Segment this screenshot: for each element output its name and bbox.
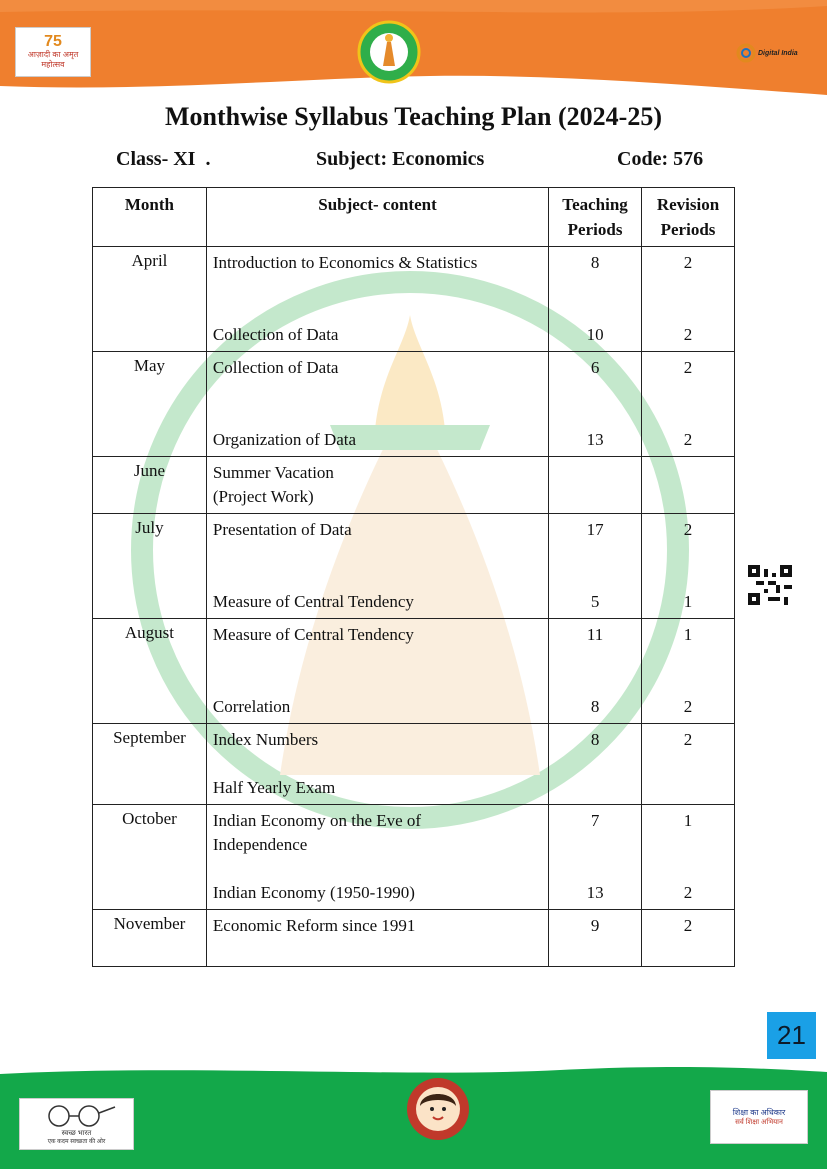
revision-periods-cell-line: 2: [683, 916, 693, 935]
table-row: [93, 724, 735, 805]
revision-periods-cell: [642, 514, 735, 619]
revision-periods-cell-line: [648, 275, 728, 299]
subject-content-cell: [206, 619, 548, 724]
sarva-shiksha-abhiyan-logo: शिक्षा का अधिकार सर्व शिक्षा अभियान: [710, 1090, 808, 1144]
teaching-periods-cell: [549, 514, 642, 619]
column-header-subject-content: Subject- content: [206, 188, 548, 247]
teaching-periods-cell-line: 13: [586, 883, 604, 902]
subject-content-cell-line: Correlation: [212, 697, 291, 716]
teaching-periods-cell-line: 5: [590, 592, 600, 611]
teaching-periods-cell-line: 13: [586, 430, 604, 449]
revision-periods-cell-line: [648, 299, 728, 323]
subject-content-cell: [206, 352, 548, 457]
subject-label: Subject: Economics: [316, 148, 485, 170]
subject-content-cell: [206, 724, 548, 805]
column-header-teaching-periods: Teaching Periods: [549, 188, 642, 247]
revision-periods-cell-line: 2: [683, 520, 693, 539]
table-row: [93, 352, 735, 457]
revision-periods-cell-line: 2: [683, 430, 693, 449]
teaching-periods-cell-line: [555, 833, 635, 857]
revision-periods-cell-line: 2: [683, 253, 693, 272]
month-cell: May: [93, 352, 207, 457]
revision-periods-cell-line: 2: [683, 325, 693, 344]
subject-content-cell-line: Presentation of Data: [212, 520, 352, 539]
table-row: [93, 247, 735, 352]
teaching-periods-cell-line: [555, 566, 635, 590]
column-header-month: Month: [93, 188, 207, 247]
table-row: [93, 457, 735, 514]
subject-content-cell-line: Summer Vacation: [212, 463, 334, 482]
subject-content-cell-line: Collection of Data: [212, 325, 339, 344]
subject-content-cell-line: Half Yearly Exam: [212, 778, 336, 797]
subject-content-cell: [206, 805, 548, 910]
swachh-bharat-logo: स्वच्छ भारत एक कदम स्वच्छता की ओर: [19, 1098, 134, 1150]
column-header-revision-periods: Revision Periods: [642, 188, 735, 247]
month-cell: November: [93, 910, 207, 967]
revision-periods-cell-line: [648, 461, 728, 485]
spectacles-icon: [37, 1103, 117, 1129]
revision-periods-cell: [642, 457, 735, 514]
teaching-periods-cell-line: 7: [590, 811, 600, 830]
subject-content-cell-line: Indian Economy (1950-1990): [212, 883, 415, 902]
teaching-periods-cell-line: [555, 380, 635, 404]
subject-content-cell-line: [213, 752, 542, 776]
teaching-periods-cell-line: 6: [590, 358, 600, 377]
revision-periods-cell: [642, 910, 735, 967]
subject-content-cell-line: [213, 404, 542, 428]
teaching-periods-cell: [549, 247, 642, 352]
digital-india-logo: Digital India: [736, 39, 798, 67]
page-number-badge: 21: [767, 1012, 816, 1059]
qr-code: [748, 565, 792, 605]
teaching-periods-cell: [549, 619, 642, 724]
teaching-periods-cell: [549, 457, 642, 514]
revision-periods-cell-line: [648, 380, 728, 404]
subject-content-cell-line: Economic Reform since 1991: [212, 916, 416, 935]
page-title: Monthwise Syllabus Teaching Plan (2024-25): [165, 102, 662, 131]
teaching-periods-cell-line: 10: [586, 325, 604, 344]
month-cell: September: [93, 724, 207, 805]
revision-periods-cell-line: 1: [683, 811, 693, 830]
subject-content-cell-line: [213, 647, 542, 671]
azadi-ka-amrit-mahotsav-logo: 75 आज़ादी का अमृत महोत्सव: [15, 27, 91, 77]
subject-content-cell-line: [213, 275, 542, 299]
code-label: Code: 576: [617, 148, 704, 170]
revision-periods-cell-line: 1: [683, 592, 693, 611]
revision-periods-cell: [642, 619, 735, 724]
revision-periods-cell-line: 2: [683, 358, 693, 377]
revision-periods-cell-line: 1: [683, 625, 693, 644]
revision-periods-cell-line: [648, 857, 728, 881]
table-row: [93, 910, 735, 967]
table-row: [93, 619, 735, 724]
teaching-periods-cell-line: [555, 647, 635, 671]
subject-content-cell-line: Measure of Central Tendency: [212, 592, 414, 611]
revision-periods-cell: [642, 805, 735, 910]
subject-content-cell-line: [213, 671, 542, 695]
teaching-periods-cell-line: [555, 671, 635, 695]
month-cell: October: [93, 805, 207, 910]
teaching-periods-cell: [549, 910, 642, 967]
revision-periods-cell-line: 2: [683, 883, 693, 902]
board-emblem: [357, 20, 421, 84]
teaching-periods-cell: [549, 724, 642, 805]
subject-content-cell: [206, 514, 548, 619]
teaching-periods-cell-line: [555, 857, 635, 881]
subject-content-cell-line: Introduction to Economics & Statistics: [212, 253, 478, 272]
revision-periods-cell-line: [648, 542, 728, 566]
teaching-periods-cell: [549, 352, 642, 457]
teaching-periods-cell-line: [555, 404, 635, 428]
teaching-periods-cell-line: 17: [586, 520, 604, 539]
subject-content-cell-line: [213, 566, 542, 590]
revision-periods-cell: [642, 247, 735, 352]
month-cell: August: [93, 619, 207, 724]
subject-content-cell-line: [213, 542, 542, 566]
subject-content-cell-line: Independence: [212, 835, 308, 854]
class-label: Class- XI .: [116, 148, 211, 170]
subject-content-cell-line: Index Numbers: [212, 730, 319, 749]
teaching-periods-cell-line: [555, 275, 635, 299]
revision-periods-cell-line: [648, 671, 728, 695]
teaching-periods-cell-line: 9: [590, 916, 600, 935]
teaching-periods-cell-line: 8: [590, 253, 600, 272]
beti-bachao-logo: [405, 1076, 471, 1142]
teaching-periods-cell-line: 8: [590, 730, 600, 749]
subject-content-cell: [206, 457, 548, 514]
revision-periods-cell-line: [648, 566, 728, 590]
table-row: [93, 805, 735, 910]
subject-content-cell-line: Organization of Data: [212, 430, 357, 449]
syllabus-table: [92, 187, 735, 967]
subject-content-cell-line: [213, 857, 542, 881]
revision-periods-cell-line: 2: [683, 697, 693, 716]
subject-content-cell-line: (Project Work): [212, 487, 314, 506]
subject-content-cell-line: Indian Economy on the Eve of: [212, 811, 422, 830]
subject-content-cell-line: [213, 299, 542, 323]
month-cell: April: [93, 247, 207, 352]
revision-periods-cell: [642, 724, 735, 805]
subject-content-cell-line: [213, 938, 542, 962]
subject-content-cell-line: Collection of Data: [212, 358, 339, 377]
teaching-periods-cell-line: [555, 299, 635, 323]
teaching-periods-cell: [549, 805, 642, 910]
teaching-periods-cell-line: [555, 542, 635, 566]
teaching-periods-cell-line: [555, 461, 635, 485]
month-cell: July: [93, 514, 207, 619]
table-row: [93, 514, 735, 619]
revision-periods-cell-line: 2: [683, 730, 693, 749]
subject-content-cell: [206, 247, 548, 352]
revision-periods-cell-line: [648, 404, 728, 428]
revision-periods-cell: [642, 352, 735, 457]
subject-content-cell-line: Measure of Central Tendency: [212, 625, 414, 644]
subject-content-cell: [206, 910, 548, 967]
subject-content-cell-line: [213, 380, 542, 404]
table-header-row: [93, 188, 735, 247]
digital-india-icon: [736, 42, 756, 64]
revision-periods-cell-line: [648, 647, 728, 671]
teaching-periods-cell-line: 8: [590, 697, 600, 716]
revision-periods-cell-line: [648, 833, 728, 857]
teaching-periods-cell-line: 11: [586, 625, 604, 644]
month-cell: June: [93, 457, 207, 514]
